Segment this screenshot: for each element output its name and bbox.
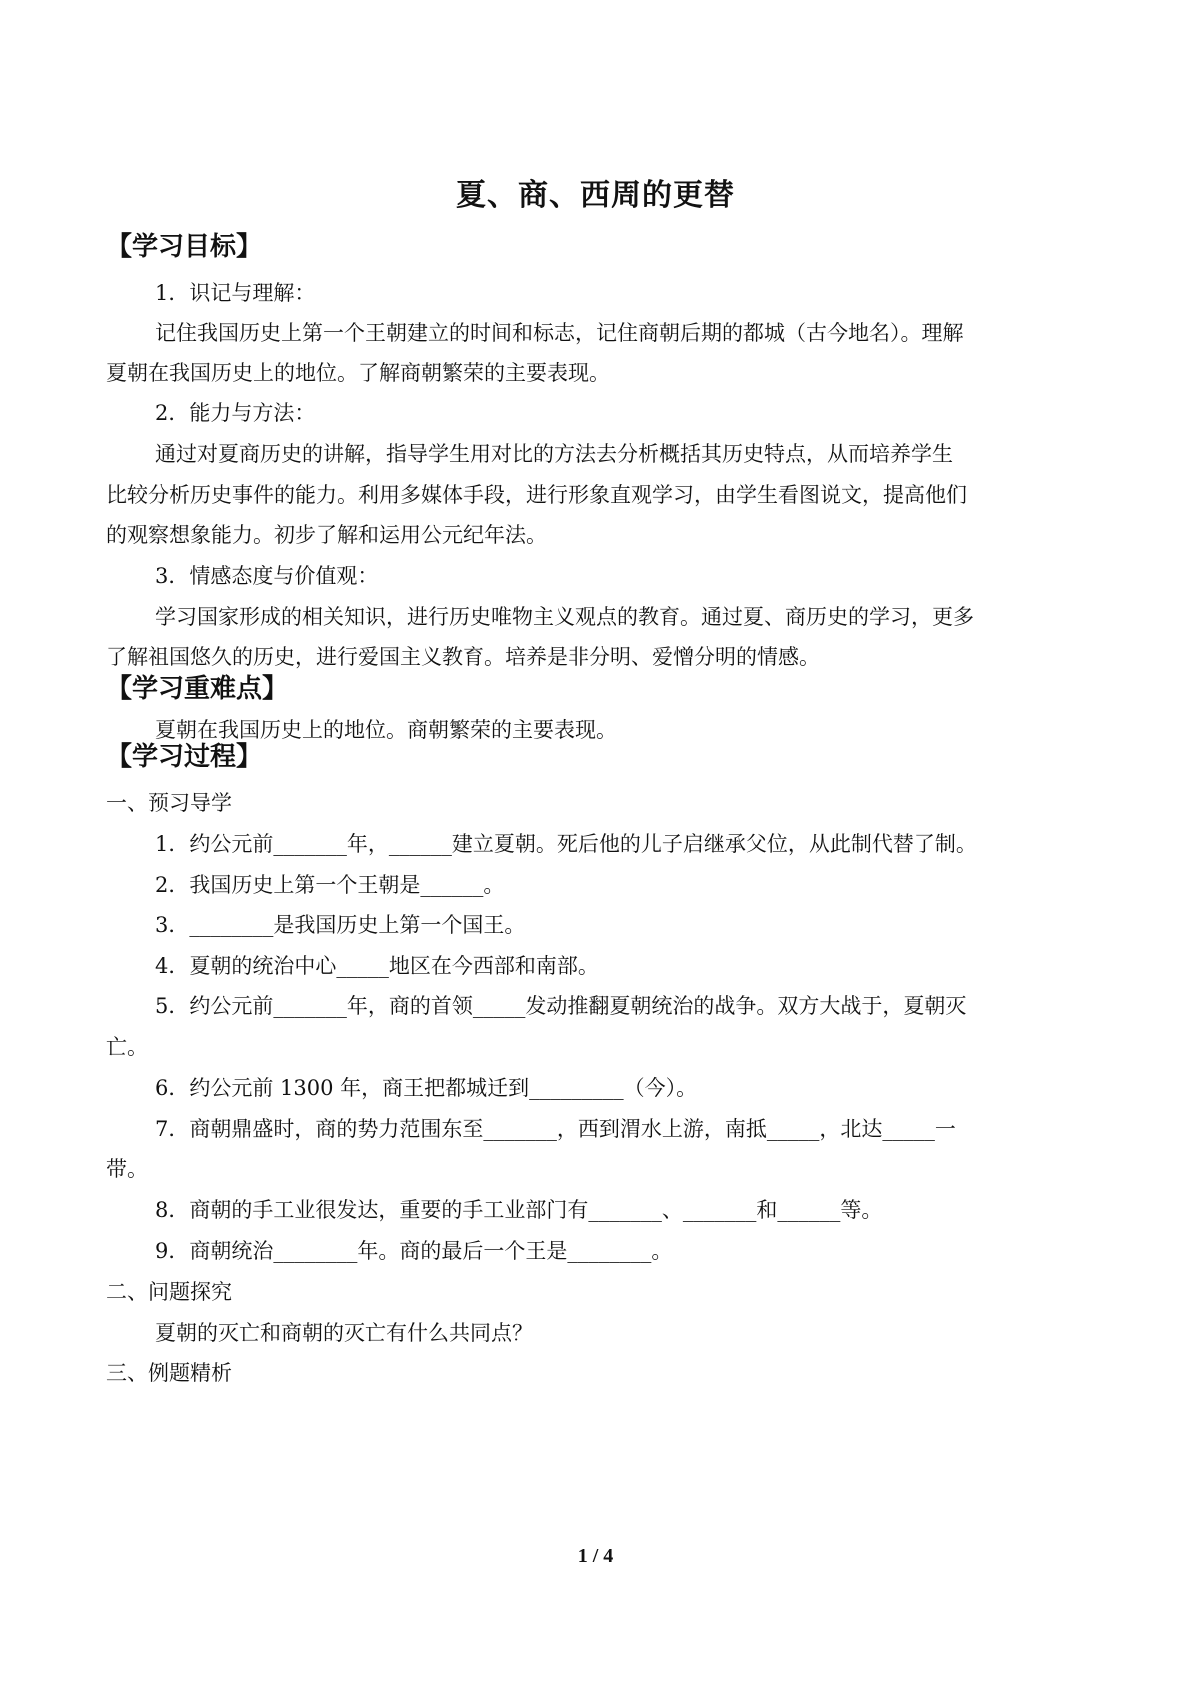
section-process-heading: 【学习过程】 (106, 742, 263, 772)
objective-2-heading: 2．能力与方法： (155, 401, 316, 425)
objective-2-text-line: 比较分析历史事件的能力。利用多媒体手段，进行形象直观学习，由学生看图说文，提高他们 (106, 483, 967, 507)
part2-heading: 二、问题探究 (106, 1280, 232, 1304)
objective-1-heading: 1．识记与理解： (155, 281, 316, 305)
question-line: 带。 (106, 1157, 148, 1181)
question-line: 9．商朝统治________年。商的最后一个王是________。 (155, 1239, 673, 1263)
page-number: 1 / 4 (577, 1545, 614, 1567)
section-key-points-heading: 【学习重难点】 (106, 674, 289, 704)
page-title: 夏、商、西周的更替 (456, 178, 735, 213)
question-line: 1．约公元前_______年，______建立夏朝。死后他的儿子启继承父位，从此制代替了制。 (155, 832, 977, 856)
question-line: 7．商朝鼎盛时，商的势力范围东至_______，西到渭水上游，南抵_____，北达_____一 (155, 1117, 956, 1141)
question-line: 亡。 (106, 1035, 148, 1059)
part1-heading: 一、预习导学 (106, 791, 232, 815)
question-line: 5．约公元前_______年，商的首领_____发动推翻夏朝统治的战争。双方大战于，夏朝灭 (155, 994, 967, 1018)
question-line: 4．夏朝的统治中心_____地区在今西部和南部。 (155, 954, 599, 978)
question-line: 2．我国历史上第一个王朝是______。 (155, 873, 505, 897)
section-objectives-heading: 【学习目标】 (106, 232, 263, 262)
objective-1-text-line: 夏朝在我国历史上的地位。了解商朝繁荣的主要表现。 (106, 361, 610, 385)
part2-text: 夏朝的灭亡和商朝的灭亡有什么共同点？ (155, 1321, 533, 1345)
question-line: 6．约公元前 1300 年，商王把都城迁到_________（今）。 (155, 1076, 698, 1100)
part3-heading: 三、例题精析 (106, 1361, 232, 1385)
objective-3-text-line: 学习国家形成的相关知识，进行历史唯物主义观点的教育。通过夏、商历史的学习，更多 (155, 605, 974, 629)
question-line: 8．商朝的手工业很发达，重要的手工业部门有_______、_______和______等。 (155, 1198, 883, 1222)
objective-2-text-line: 通过对夏商历史的讲解，指导学生用对比的方法去分析概括其历史特点，从而培养学生 (155, 442, 953, 466)
objective-1-text-line: 记住我国历史上第一个王朝建立的时间和标志，记住商朝后期的都城（古今地名）。理解 (155, 321, 964, 345)
objective-3-text-line: 了解祖国悠久的历史，进行爱国主义教育。培养是非分明、爱憎分明的情感。 (106, 645, 820, 669)
question-line: 3．________是我国历史上第一个国王。 (155, 913, 526, 937)
key-points-text: 夏朝在我国历史上的地位。商朝繁荣的主要表现。 (155, 718, 617, 742)
objective-2-text-line: 的观察想象能力。初步了解和运用公元纪年法。 (106, 523, 547, 547)
objective-3-heading: 3．情感态度与价值观： (155, 564, 379, 588)
